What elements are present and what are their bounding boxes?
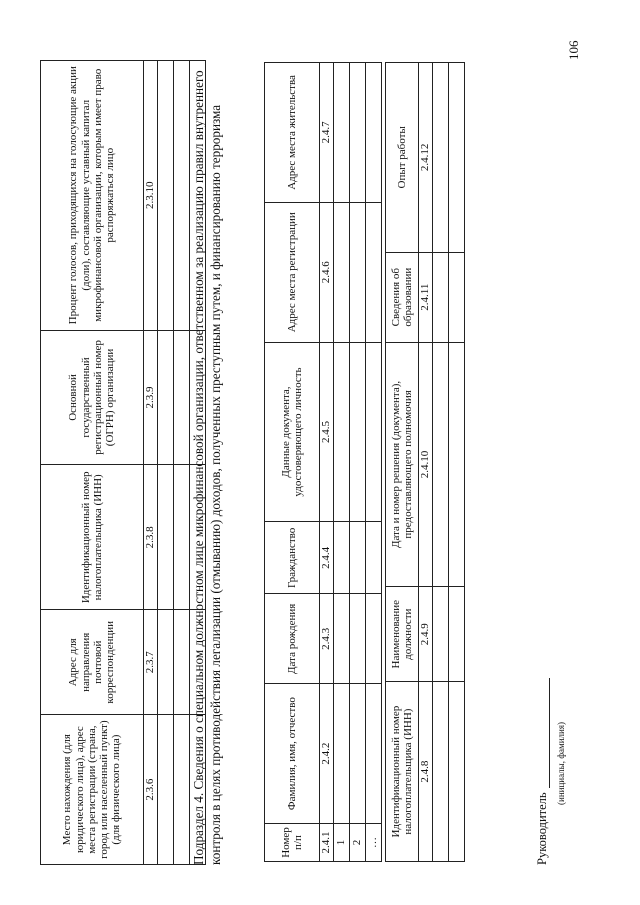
table-cell (366, 522, 382, 594)
table-cell (350, 342, 366, 522)
table-header-row (386, 63, 419, 862)
field-code: 2.4.6 (320, 202, 334, 342)
table-cell (174, 330, 190, 465)
column-header: Идентификационный номер налогоплательщика (ИНН) (386, 682, 419, 862)
table-cell (350, 63, 366, 203)
field-code: 2.4.12 (419, 63, 433, 253)
table-cell (350, 522, 366, 594)
table-cell (350, 684, 366, 824)
table-cell (366, 202, 382, 342)
column-header: Место нахождения (для юридического лица), адрес места регистрации (страна, город или населенный пункт) (для физического лица) (41, 715, 144, 865)
code-row (320, 63, 334, 862)
table-cell (158, 330, 174, 465)
table-cell (158, 465, 174, 610)
field-code: 2.3.7 (144, 610, 158, 715)
row-number: … (366, 824, 382, 862)
section-heading: Подраздел 4. Сведения о специальном должностном лице микрофинансовой организации, ответственном за реализацию правил внутреннего контроля в целях противодействия легализации (отмыванию) доходов, полученных преступным путем, и финансированию терроризма (191, 70, 223, 865)
official-details-table (385, 62, 465, 862)
official-person-table (264, 62, 382, 862)
column-header: Дата рождения (265, 594, 320, 684)
field-code: 2.4.2 (320, 684, 334, 824)
column-header: Наименование должности (386, 587, 419, 682)
table-cell (433, 252, 449, 342)
table-cell (350, 202, 366, 342)
table-cell (449, 342, 465, 587)
field-code: 2.4.4 (320, 522, 334, 594)
row-number: 2 (350, 824, 366, 862)
table-row (366, 63, 382, 862)
field-code: 2.3.9 (144, 330, 158, 465)
table-cell (433, 342, 449, 587)
table-cell (366, 63, 382, 203)
field-code: 2.4.7 (320, 63, 334, 203)
table-cell (334, 522, 350, 594)
table-cell (174, 61, 190, 331)
table-cell (449, 252, 465, 342)
table-cell (334, 342, 350, 522)
column-header: Номер п/п (265, 824, 320, 862)
field-code: 2.3.8 (144, 465, 158, 610)
column-header: Сведения об образовании (386, 252, 419, 342)
shareholders-table (40, 60, 206, 865)
table-row (350, 63, 366, 862)
column-header: Основной государственный регистрационный номер (ОГРН) организации (41, 330, 144, 465)
table-cell (366, 594, 382, 684)
column-header: Данные документа, удостоверяющего личность (265, 342, 320, 522)
column-header: Дата и номер решения (документа), предоставляющего полномочия (386, 342, 419, 587)
field-code: 2.4.8 (419, 682, 433, 862)
table-cell (449, 682, 465, 862)
table-header-row (265, 63, 320, 862)
table-row (158, 61, 174, 865)
field-code: 2.4.9 (419, 587, 433, 682)
column-header: Гражданство (265, 522, 320, 594)
table-cell (449, 587, 465, 682)
column-header: Идентификационный номер налогоплательщика (ИНН) (41, 465, 144, 610)
code-row (419, 63, 433, 862)
table-row (334, 63, 350, 862)
table-cell (334, 63, 350, 203)
table-header-row (41, 61, 144, 865)
column-header: Адрес для направления почтовой корреспонденции (41, 610, 144, 715)
table-cell (334, 684, 350, 824)
field-code: 2.4.1 (320, 824, 334, 862)
table-cell (433, 682, 449, 862)
table-row (174, 61, 190, 865)
table-row (449, 63, 465, 862)
row-number: 1 (334, 824, 350, 862)
table-cell (158, 610, 174, 715)
table-cell (174, 610, 190, 715)
table-row (433, 63, 449, 862)
table-cell (433, 63, 449, 253)
column-header: Фамилия, имя, отчество (265, 684, 320, 824)
field-code: 2.3.10 (144, 61, 158, 331)
table-cell (158, 715, 174, 865)
signature-caption: (инициалы, фамилия) (556, 722, 566, 805)
signature-blank (537, 678, 550, 788)
table-cell (449, 63, 465, 253)
field-code: 2.4.5 (320, 342, 334, 522)
table-cell (350, 594, 366, 684)
column-header: Адрес места жительства (265, 63, 320, 203)
signature-line (535, 678, 550, 865)
signature-label: Руководитель (535, 792, 549, 865)
table-cell (334, 594, 350, 684)
page-number: 106 (566, 40, 581, 60)
column-header: Опыт работы (386, 63, 419, 253)
column-header: Процент голосов, приходящихся на голосующие акции (доли), составляющие уставный капитал микрофинансовой организации, которым имеет право распоряжаться лицо (41, 61, 144, 331)
field-code: 2.4.10 (419, 342, 433, 587)
table-cell (174, 715, 190, 865)
field-code: 2.4.11 (419, 252, 433, 342)
table-cell (174, 465, 190, 610)
column-header: Адрес места регистрации (265, 202, 320, 342)
table-cell (366, 684, 382, 824)
code-row (144, 61, 158, 865)
field-code: 2.4.3 (320, 594, 334, 684)
table-cell (158, 61, 174, 331)
table-cell (433, 587, 449, 682)
table-cell (334, 202, 350, 342)
field-code: 2.3.6 (144, 715, 158, 865)
table-cell (366, 342, 382, 522)
